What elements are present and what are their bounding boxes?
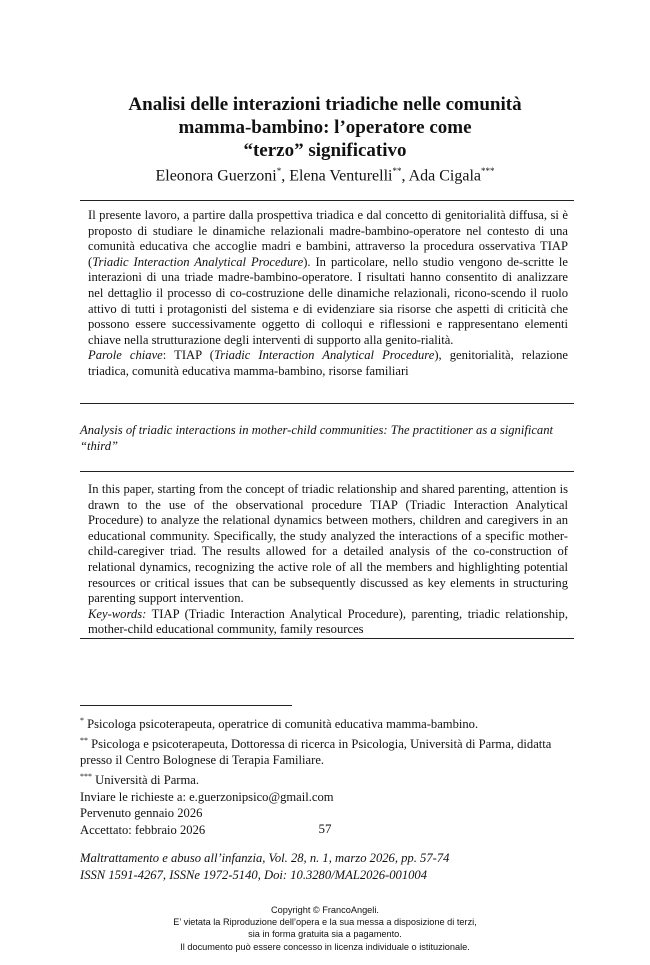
keywords-it-text-1: : TIAP ( [162, 348, 214, 363]
abstract-en-text: In this paper, starting from the concept of triadic relationship and shared parenting, attention is drawn to the use of the observational procedure TIAP (Triadic Interaction Analytical Procedure) to analyze the relational dynamics between mothers, children and caregivers in an educational community. Specifically, the study analyzed the interactions of a specific mother-child-caregiver triad. The results allowed for a detailed analysis of the co-construction of relational dynamics, recognizing the active role of all the members and highlighting potential resources or critical issues that can be subsequently discussed as key elements in structuring parenting support intervention. [88, 482, 568, 606]
article-title [80, 93, 570, 162]
copyright-line-3: sia in forma gratuita sia a pagamento. [248, 929, 402, 940]
keywords-it-text-2: ), genitorialità, relazione triadica, comunità educativa mamma-bambino, risorse familiari [88, 348, 568, 378]
abstract-it-procedure: Triadic Interaction Analytical Procedure [92, 254, 304, 269]
author-1: Eleonora Guerzoni [155, 167, 277, 185]
footnotes [80, 713, 574, 838]
author-1-mark: * [276, 166, 282, 176]
footnote-1-text: Psicologa psicoterapeuta, operatrice di comunità educativa mamma-bambino. [84, 717, 479, 732]
author-3: , Ada Cigala [401, 167, 482, 185]
footnote-1-mark: * [80, 716, 84, 725]
footnote-2-text: Psicologa e psicoterapeuta, Dottoressa di ricerca in Psicologia, Università di Parma, didatta presso il Centro Bolognese di Terapia Familiare. [80, 736, 552, 768]
abstract-it-text-2: ). In particolare, nello studio vengono de-scritte le interazioni di una triade madre-bambino-operatore. I risultati hanno consentito di analizzare nel dettaglio il processo di co-costruzione delle dinamiche relazionali, ricono-scendo il ruolo attivo di tutti i protagonisti del sistema e di evidenziare sia risorse che aspetti di criticità che possono essere successivamente oggetto di colloqui e riflessioni e rappresentano elementi chiave nella strutturazione degli interventi di supporto alla genito-rialità. [88, 254, 569, 347]
rule-top [80, 200, 574, 201]
footnote-3-mark: *** [80, 771, 92, 781]
title-line-1: Analisi delle interazioni triadiche nelle comunità [128, 94, 522, 115]
footnote-rule [80, 705, 292, 706]
rule-abstract-it-bottom [80, 403, 574, 404]
keywords-it-procedure: Triadic Interaction Analytical Procedure [213, 348, 435, 363]
title-line-3: “terzo” significativo [243, 140, 407, 161]
copyright-notice [100, 904, 550, 953]
page-number: 57 [318, 821, 332, 836]
journal-line-2: ISSN 1591-4267, ISSNe 1972-5140, Doi: 10.3280/MAL2026-001004 [80, 867, 428, 882]
copyright-line-2: E’ vietata la Riproduzione dell’opera e la sua messa a disposizione di terzi, [173, 917, 477, 928]
keywords-en-text: TIAP (Triadic Interaction Analytical Procedure), parenting, triadic relationship, mother-child educational community, family resources [88, 606, 568, 637]
footnote-2-mark: ** [80, 735, 88, 745]
journal-citation [80, 850, 574, 883]
rule-abstract-en-bottom [80, 638, 574, 639]
footnote-2 [80, 733, 574, 769]
author-2-mark: ** [392, 166, 402, 176]
author-3-mark: *** [481, 166, 495, 176]
title-line-2: mamma-bambino: l’operatore come [178, 117, 472, 138]
footnote-3-text: Università di Parma. [92, 773, 200, 788]
rule-english-title-bottom [80, 471, 574, 472]
accepted-date: Accettato: febbraio 2026 [80, 822, 206, 837]
journal-line-1: Maltrattamento e abuso all’infanzia, Vol. 28, n. 1, marzo 2026, pp. 57-74 [80, 851, 450, 865]
english-title: Analysis of triadic interactions in mother-child communities: The practitioner as a significant “third” [80, 423, 554, 453]
footnote-3 [80, 769, 574, 789]
keywords-it-label: Parole chiave [88, 348, 163, 363]
received-date: Pervenuto gennaio 2026 [80, 806, 203, 821]
author-2: , Elena Venturelli [281, 167, 393, 185]
footnote-1 [80, 713, 574, 733]
copyright-line-1: Copyright © FrancoAngeli. [271, 905, 379, 915]
abstract-italian [88, 208, 568, 380]
abstract-english [88, 482, 568, 638]
contact-line: Inviare le richieste a: e.guerzonipsico@gmail.com [80, 789, 334, 804]
author-list [80, 161, 570, 186]
copyright-line-4: Il documento può essere concesso in licenza individuale o istituzionale. [180, 941, 470, 952]
keywords-en-label: Key-words: [88, 606, 147, 621]
abstract-it-text-1: Il presente lavoro, a partire dalla prospettiva triadica e dal concetto di genitorialità diffusa, si è proposto di studiare le dinamiche relazionali madre-bambino-operatore nel contesto di una comunità educativa che accoglie madri e bambini, attraverso la procedura osservativa TIAP ( [88, 208, 568, 269]
